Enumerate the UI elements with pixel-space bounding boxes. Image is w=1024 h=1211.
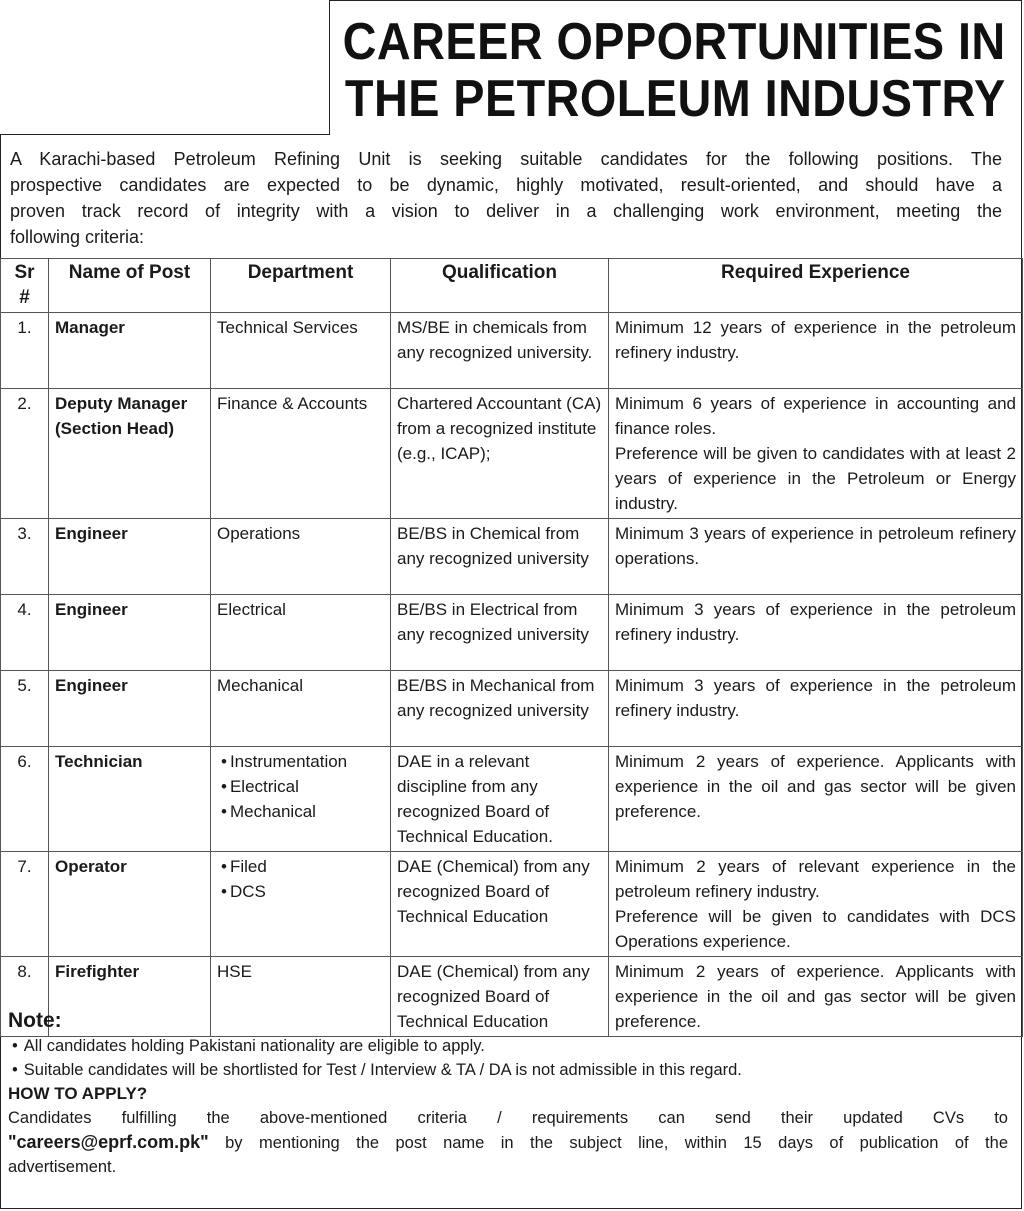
email-link[interactable]: "careers@eprf.com.pk" (8, 1132, 209, 1152)
qualification-cell: BE/BS in Electrical from any recognized university (391, 595, 609, 671)
experience-cell (609, 852, 1023, 957)
post-cell: Engineer (49, 671, 211, 747)
header-sr: Sr # (1, 259, 49, 313)
apply-line-3: advertisement. (8, 1158, 117, 1176)
table-header-row (1, 259, 1023, 313)
note-item: • Suitable candidates will be shortlisted for Test / Interview & TA / DA is not admissible in this regard. (8, 1058, 1008, 1082)
intro-line-2: prospective candidates are expected to be dynamic, highly motivated, result-oriented, and should have a (10, 175, 1002, 195)
experience-cell: Minimum 3 years of experience in the petroleum refinery industry. (609, 595, 1023, 671)
table-row (1, 747, 1023, 852)
note-heading: Note: (8, 1009, 62, 1032)
note-item: • All candidates holding Pakistani nationality are eligible to apply. (8, 1034, 1008, 1058)
department-bullet: • Mechanical (217, 799, 384, 824)
department-bullet: • DCS (217, 879, 384, 904)
intro-line-1: A Karachi-based Petroleum Refining Unit is seeking suitable candidates for the following positions. The (10, 149, 1002, 169)
department-bullet: • Instrumentation (217, 749, 384, 774)
positions-table (0, 258, 1023, 1037)
post-cell: Firefighter (49, 957, 211, 1037)
qualification-cell: Chartered Accountant (CA) from a recognized institute (e.g., ICAP); (391, 389, 609, 519)
intro-line-3: proven track record of integrity with a vision to deliver in a challenging work environment, meeting the (10, 201, 1002, 221)
sr-cell: 4. (1, 595, 49, 671)
post-cell: Deputy Manager (Section Head) (49, 389, 211, 519)
department-cell: Electrical (211, 595, 391, 671)
qualification-cell: DAE in a relevant discipline from any recognized Board of Technical Education. (391, 747, 609, 852)
experience-cell: Minimum 3 years of experience in petroleum refinery operations. (609, 519, 1023, 595)
table-row (1, 852, 1023, 957)
sr-cell: 7. (1, 852, 49, 957)
qualification-cell: BE/BS in Mechanical from any recognized university (391, 671, 609, 747)
title-line-2: THE PETROLEUM INDUSTRY (345, 70, 1007, 128)
department-bullet: • Filed (217, 854, 384, 879)
sr-cell: 8. (1, 957, 49, 1037)
table-row (1, 519, 1023, 595)
sr-cell: 6. (1, 747, 49, 852)
department-cell: HSE (211, 957, 391, 1037)
table-row (1, 389, 1023, 519)
apply-line-1: Candidates fulfilling the above-mentioned criteria / requirements can send their updated CVs to (8, 1109, 1008, 1127)
qualification-cell: BE/BS in Chemical from any recognized university (391, 519, 609, 595)
experience-preference-text: Preference will be given to candidates with at least 2 years of experience in the Petroleum or Energy industry. (615, 444, 1016, 513)
table-row (1, 671, 1023, 747)
header-corner-box (0, 0, 330, 135)
intro-line-4: following criteria: (10, 227, 145, 247)
title-line-1: CAREER OPPORTUNITIES IN (342, 13, 1006, 71)
experience-preference-text: Preference will be given to candidates with DCS Operations experience. (615, 907, 1016, 951)
table-row (1, 313, 1023, 389)
sr-cell: 5. (1, 671, 49, 747)
how-to-apply-heading: HOW TO APPLY? (8, 1084, 148, 1103)
table-row (1, 595, 1023, 671)
post-cell: Manager (49, 313, 211, 389)
header-required-experience: Required Experience (609, 259, 1023, 313)
post-cell: Operator (49, 852, 211, 957)
department-cell: Technical Services (211, 313, 391, 389)
qualification-cell: DAE (Chemical) from any recognized Board of Technical Education (391, 957, 609, 1037)
intro-paragraph (10, 146, 1002, 250)
department-cell: Mechanical (211, 671, 391, 747)
apply-line-2-rest: by mentioning the post name in the subject line, within 15 days of publication of the (208, 1134, 1008, 1152)
department-cell: Finance & Accounts (211, 389, 391, 519)
qualification-cell: DAE (Chemical) from any recognized Board of Technical Education (391, 852, 609, 957)
post-cell: Technician (49, 747, 211, 852)
sr-cell: 2. (1, 389, 49, 519)
sr-cell: 1. (1, 313, 49, 389)
department-cell: Operations (211, 519, 391, 595)
department-cell (211, 747, 391, 852)
post-cell: Engineer (49, 519, 211, 595)
experience-text: Minimum 2 years of relevant experience in the petroleum refinery industry. (615, 857, 1016, 901)
header-banner (0, 0, 1022, 135)
page-title (343, 14, 1006, 128)
experience-cell: Minimum 2 years of experience. Applicants with experience in the oil and gas sector will be given preference. (609, 957, 1023, 1037)
department-cell (211, 852, 391, 957)
post-cell: Engineer (49, 595, 211, 671)
department-bullet: • Electrical (217, 774, 384, 799)
experience-text: Minimum 6 years of experience in accounting and finance roles. (615, 394, 1016, 438)
experience-cell: Minimum 3 years of experience in the petroleum refinery industry. (609, 671, 1023, 747)
sr-cell: 3. (1, 519, 49, 595)
header-qualification: Qualification (391, 259, 609, 313)
qualification-cell: MS/BE in chemicals from any recognized university. (391, 313, 609, 389)
experience-cell: Minimum 12 years of experience in the petroleum refinery industry. (609, 313, 1023, 389)
header-name-of-post: Name of Post (49, 259, 211, 313)
notes-section (8, 1008, 1008, 1179)
header-department: Department (211, 259, 391, 313)
experience-cell (609, 389, 1023, 519)
experience-cell: Minimum 2 years of experience. Applicants with experience in the oil and gas sector will be given preference. (609, 747, 1023, 852)
how-to-apply-text (8, 1106, 1008, 1179)
apply-line-2 (8, 1130, 1008, 1155)
